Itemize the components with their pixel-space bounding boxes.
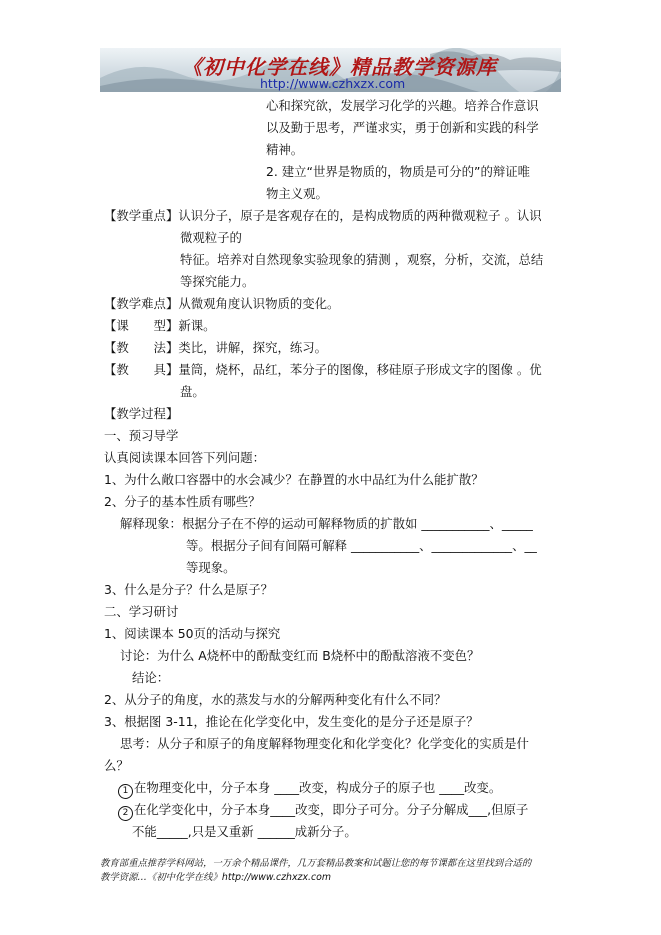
text-line: 盘。: [180, 384, 205, 399]
text-line: 特征。培养对自然现象实验现象的猜测 ，观察，分析，交流，总结: [180, 252, 544, 267]
question-line: 3、根据图 3-11，推论在化学变化中，发生变化的是分子还是原子？: [104, 714, 479, 729]
circled-number: 1: [118, 784, 133, 799]
text-line: 思考：从分子和原子的角度解释物理变化和化学变化？化学变化的实质是什: [120, 736, 529, 751]
footer-line: 教育部重点推荐学科网站，一万余个精品课件，几万套精品教案和试题让您的每节课都在这里找到合适的: [100, 858, 532, 869]
text-line: 2. 建立“世界是物质的，物质是可分的”的辩证唯: [266, 164, 531, 179]
text-line: 认真阅读课本回答下列问题：: [104, 450, 266, 465]
section-heading: 一、预习导学: [104, 428, 179, 443]
question-line: 1、为什么敞口容器中的水会减少？在静置的水中品红为什么能扩散？: [104, 472, 484, 487]
page-footer: [100, 857, 531, 885]
text-line: 以及勤于思考，严谨求实，勇于创新和实践的科学: [266, 120, 539, 135]
text-line: 等现象。: [186, 560, 236, 575]
text-line: 【教学难点】从微观角度认识物质的变化。: [104, 296, 340, 311]
banner-title: 《初中化学在线》精品教学资源库: [182, 55, 497, 79]
question-line: 3、什么是分子？什么是原子？: [104, 582, 273, 597]
text-line: 等探究能力。: [180, 274, 255, 289]
numbered-line: [118, 779, 501, 799]
section-heading: 【教学过程】: [104, 406, 179, 421]
text-line: 等。根据分子间有间隔可解释 ___________、_____________、__: [186, 538, 537, 553]
text-line: 【课 型】新课。: [104, 318, 216, 333]
text-line: 讨论：为什么 A烧杯中的酚酞变红而 B烧杯中的酚酞溶液不变色？: [120, 648, 480, 663]
text-line: 【教 法】类比，讲解，探究，练习。: [104, 340, 328, 355]
text-line: 解释现象：根据分子在不停的运动可解释物质的扩散如 ___________、_____: [120, 516, 533, 531]
text-line: 心和探究欲，发展学习化学的兴趣。培养合作意识: [266, 98, 539, 113]
text-line: 结论：: [132, 670, 170, 685]
text-line: 微观粒子的: [180, 230, 242, 245]
numbered-line-text: 在物理变化中，分子本身 ____改变，构成分子的原子也 ____改变。: [134, 780, 502, 795]
question-line: 2、从分子的角度，水的蒸发与水的分解两种变化有什么不同？: [104, 692, 447, 707]
numbered-line: [118, 801, 528, 821]
header-banner: [100, 48, 561, 92]
text-line: 不能_____,只是又重新 ______成新分子。: [132, 824, 357, 839]
text-line: 物主义观。: [266, 186, 328, 201]
footer-line: 教学资源…《初中化学在线》http://www.czhxzx.com: [100, 872, 332, 883]
numbered-line-text: 在化学变化中，分子本身____改变，即分子可分。分子分解成___,但原子: [134, 802, 529, 817]
question-line: 1、阅读课本 50页的活动与探究: [104, 626, 281, 641]
circled-number: 2: [118, 806, 133, 821]
text-line: 么？: [104, 758, 129, 773]
question-line: 2、分子的基本性质有哪些？: [104, 494, 261, 509]
text-line: 【教学重点】认识分子，原子是客观存在的，是构成物质的两种微观粒子 。认识: [104, 208, 542, 223]
section-heading: 二、学习研讨: [104, 604, 179, 619]
text-line: 精神。: [266, 142, 304, 157]
banner-url-link[interactable]: http://www.czhxzx.com: [260, 76, 406, 91]
text-line: 【教 具】量筒，烧杯，品红，苯分子的图像，移硅原子形成文字的图像 。优: [104, 362, 542, 377]
